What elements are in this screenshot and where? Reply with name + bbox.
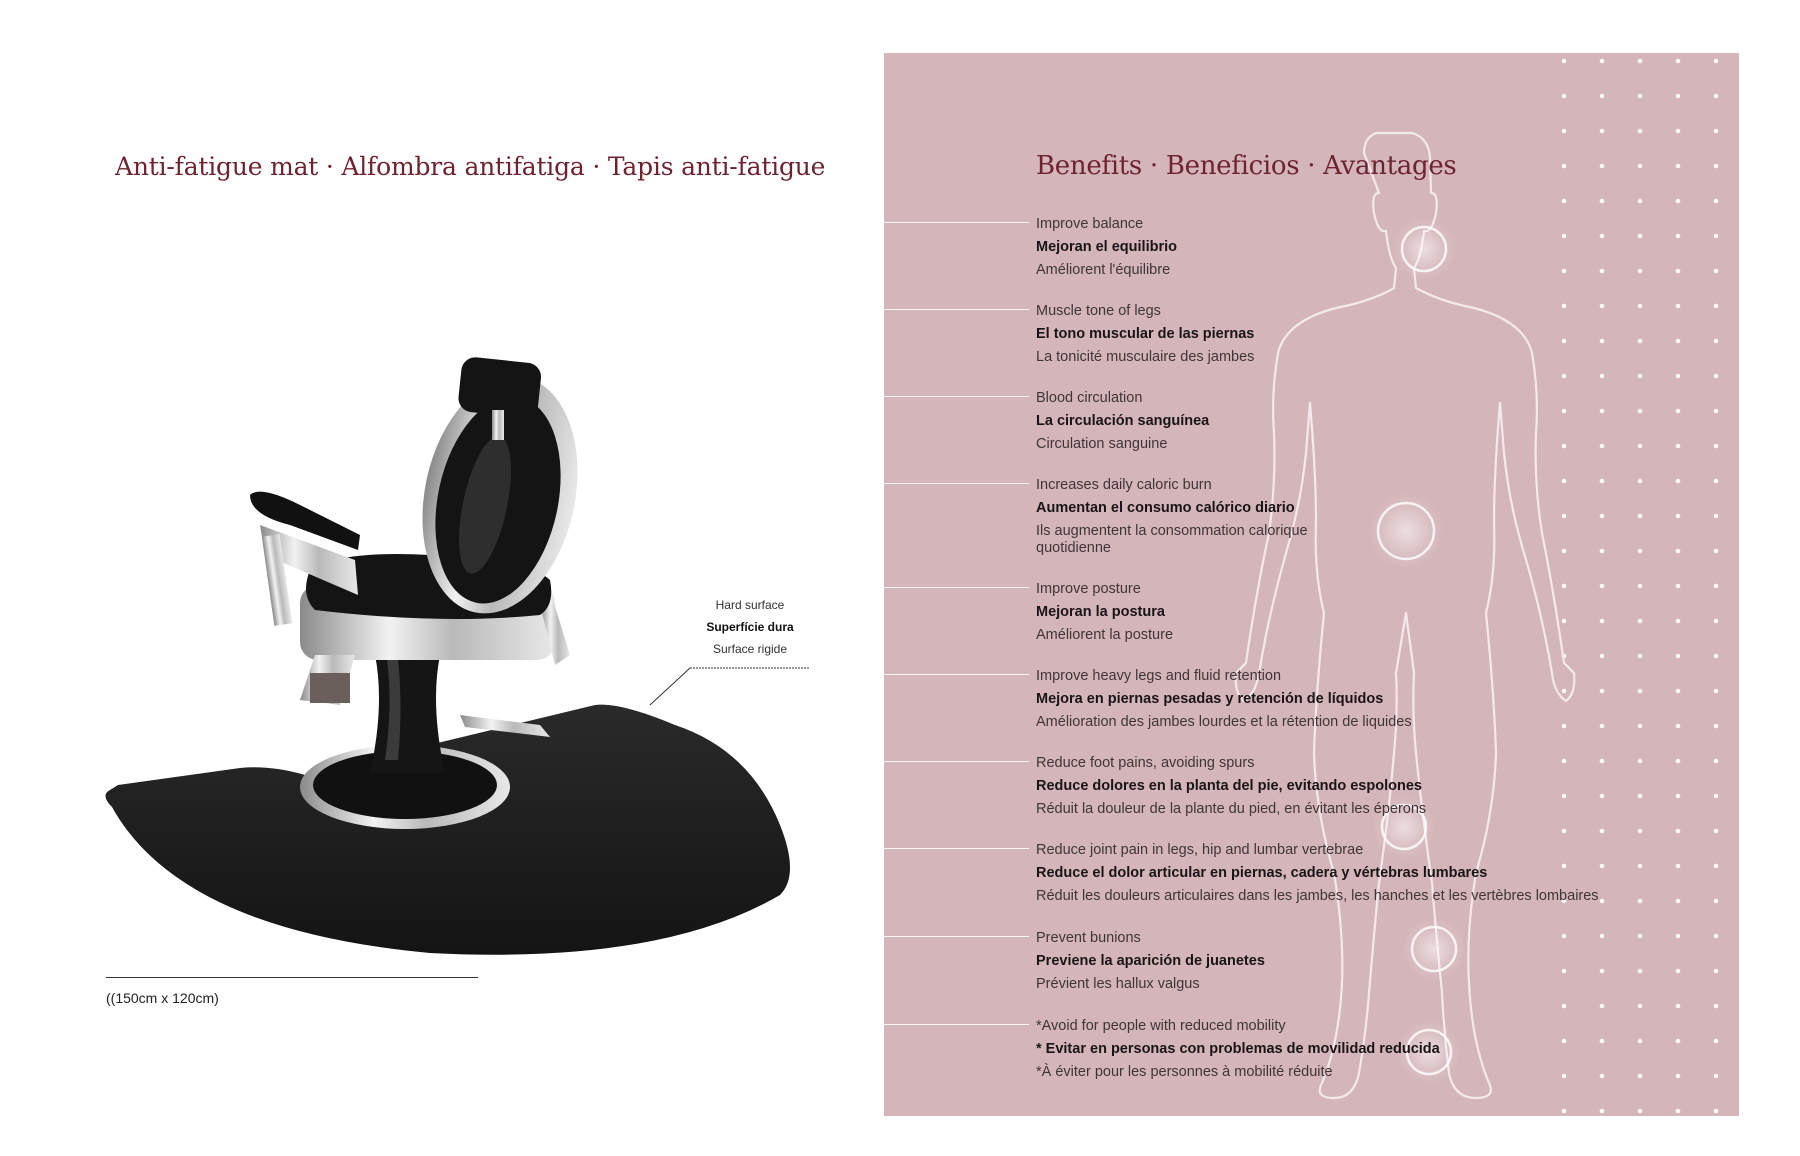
benefit-text <box>1036 839 1599 908</box>
decorative-dot <box>1562 129 1567 134</box>
decorative-dot <box>1600 864 1605 869</box>
decorative-dot <box>1600 234 1605 239</box>
decorative-dot <box>1600 934 1605 939</box>
decorative-dot <box>1638 269 1643 274</box>
decorative-dot <box>1600 899 1605 904</box>
decorative-dot <box>1562 969 1567 974</box>
benefit-text <box>1036 665 1412 734</box>
benefit-fr: Réduit la douleur de la plante du pied, en évitant les éperons <box>1036 801 1427 817</box>
benefit-en: Reduce foot pains, avoiding spurs <box>1036 755 1255 771</box>
benefit-en: Improve posture <box>1036 581 1141 597</box>
decorative-dot <box>1638 1004 1643 1009</box>
decorative-dot <box>1600 794 1605 799</box>
decorative-dot <box>1600 829 1605 834</box>
benefit-en: Improve heavy legs and fluid retention <box>1036 668 1282 684</box>
decorative-dot <box>1562 409 1567 414</box>
decorative-dot <box>1562 1074 1567 1079</box>
decorative-dot <box>1562 584 1567 589</box>
benefit-fr: Amélioration des jambes lourdes et la rétention de liquides <box>1036 714 1412 730</box>
benefit-text <box>1036 300 1254 369</box>
decorative-dot <box>1600 409 1605 414</box>
benefit-text <box>1036 752 1426 821</box>
decorative-dot <box>1638 304 1643 309</box>
benefit-en: Improve balance <box>1036 216 1144 232</box>
decorative-dot <box>1714 864 1719 869</box>
decorative-dot <box>1638 409 1643 414</box>
decorative-dot <box>1676 234 1681 239</box>
decorative-dot <box>1676 584 1681 589</box>
decorative-dot <box>1676 59 1681 64</box>
benefit-tick-line <box>884 761 1029 762</box>
decorative-dot <box>1600 269 1605 274</box>
decorative-dot <box>1600 969 1605 974</box>
decorative-dot <box>1676 1039 1681 1044</box>
decorative-dot <box>1676 619 1681 624</box>
decorative-dot <box>1714 899 1719 904</box>
decorative-dot <box>1562 724 1567 729</box>
decorative-dot <box>1600 654 1605 659</box>
decorative-dot <box>1638 969 1643 974</box>
decorative-dot <box>1676 724 1681 729</box>
benefit-es: Mejoran la postura <box>1036 604 1165 620</box>
benefit-tick-line <box>884 222 1029 223</box>
decorative-dot <box>1714 59 1719 64</box>
benefit-es: * Evitar en personas con problemas de movilidad reducida <box>1036 1041 1440 1057</box>
decorative-dot <box>1562 689 1567 694</box>
decorative-dot <box>1638 374 1643 379</box>
benefit-fr: Améliorent l'équilibre <box>1036 262 1171 278</box>
benefit-en: Increases daily caloric burn <box>1036 477 1212 493</box>
decorative-dot <box>1600 199 1605 204</box>
surface-label-en: Hard surface <box>715 598 785 612</box>
decorative-dot <box>1562 619 1567 624</box>
decorative-dot <box>1714 1109 1719 1114</box>
decorative-dot <box>1600 514 1605 519</box>
benefit-es: La circulación sanguínea <box>1036 413 1210 429</box>
benefits-panel <box>884 53 1739 1116</box>
decorative-dot <box>1676 129 1681 134</box>
decorative-dot <box>1714 374 1719 379</box>
decorative-dot <box>1600 1039 1605 1044</box>
decorative-dot <box>1638 619 1643 624</box>
benefit-en: Prevent bunions <box>1036 930 1141 946</box>
decorative-dot <box>1600 549 1605 554</box>
benefit-fr: Prévient les hallux valgus <box>1036 976 1200 992</box>
dimension-text: ((150cm x 120cm) <box>106 990 219 1006</box>
surface-label-es: Superfície dura <box>706 620 794 634</box>
benefit-text <box>1036 1015 1440 1084</box>
benefit-es: Reduce dolores en la planta del pie, evitando espolones <box>1036 778 1422 794</box>
decorative-dot <box>1600 59 1605 64</box>
decorative-dot <box>1638 479 1643 484</box>
decorative-dot <box>1600 374 1605 379</box>
benefit-text <box>1036 213 1177 282</box>
decorative-dot <box>1562 164 1567 169</box>
decorative-dot <box>1600 1074 1605 1079</box>
surface-label-fr: Surface rigide <box>712 642 788 656</box>
decorative-dot <box>1638 829 1643 834</box>
decorative-dot <box>1714 549 1719 554</box>
benefit-text <box>1036 387 1209 456</box>
decorative-dot <box>1714 339 1719 344</box>
decorative-dot <box>1714 269 1719 274</box>
decorative-dot <box>1676 829 1681 834</box>
decorative-dot <box>1600 339 1605 344</box>
decorative-dot <box>1562 374 1567 379</box>
decorative-dot <box>1600 304 1605 309</box>
benefit-tick-line <box>884 483 1029 484</box>
decorative-dot <box>1676 899 1681 904</box>
decorative-dot <box>1638 864 1643 869</box>
decorative-dot <box>1638 164 1643 169</box>
benefit-fr: Améliorent la posture <box>1036 627 1174 643</box>
decorative-dot <box>1600 129 1605 134</box>
decorative-dot <box>1562 269 1567 274</box>
decorative-dot <box>1676 759 1681 764</box>
decorative-dot <box>1600 1004 1605 1009</box>
benefits-title: Benefits · Beneficios · Avantages <box>1036 151 1457 181</box>
decorative-dot <box>1714 304 1719 309</box>
benefit-es: Mejora en piernas pesadas y retención de líquidos <box>1036 691 1384 707</box>
decorative-dot <box>1676 269 1681 274</box>
human-body-outline-icon <box>884 53 1739 1116</box>
decorative-dot <box>1676 444 1681 449</box>
decorative-dot <box>1638 1074 1643 1079</box>
decorative-dot <box>1638 129 1643 134</box>
benefit-tick-line <box>884 674 1029 675</box>
benefit-tick-line <box>884 848 1029 849</box>
decorative-dot <box>1562 549 1567 554</box>
benefit-fr: Réduit les douleurs articulaires dans les jambes, les hanches et les vertèbres lombaires <box>1036 888 1599 904</box>
decorative-dot <box>1676 934 1681 939</box>
decorative-dot <box>1714 1074 1719 1079</box>
decorative-dot <box>1638 94 1643 99</box>
decorative-dot <box>1638 1039 1643 1044</box>
decorative-dot <box>1562 759 1567 764</box>
decorative-dot <box>1676 514 1681 519</box>
decorative-dot <box>1714 724 1719 729</box>
decorative-dot <box>1562 1039 1567 1044</box>
decorative-dot <box>1638 1109 1643 1114</box>
benefit-fr: *À éviter pour les personnes à mobilité réduite <box>1036 1064 1333 1080</box>
decorative-dot <box>1562 94 1567 99</box>
benefit-tick-line <box>884 1024 1029 1025</box>
decorative-dot <box>1562 339 1567 344</box>
decorative-dot <box>1600 444 1605 449</box>
surface-leader-line <box>640 660 810 710</box>
decorative-dot <box>1676 479 1681 484</box>
decorative-dot <box>1714 514 1719 519</box>
decorative-dot <box>1714 199 1719 204</box>
decorative-dot <box>1714 969 1719 974</box>
decorative-dot <box>1714 1039 1719 1044</box>
decorative-dot <box>1676 304 1681 309</box>
decorative-dot <box>1638 59 1643 64</box>
decorative-dot <box>1638 584 1643 589</box>
decorative-dot <box>1562 199 1567 204</box>
benefit-es: El tono muscular de las piernas <box>1036 326 1255 342</box>
decorative-dot <box>1600 689 1605 694</box>
decorative-dot <box>1676 969 1681 974</box>
decorative-dot <box>1676 549 1681 554</box>
decorative-dot <box>1562 304 1567 309</box>
decorative-dot <box>1638 759 1643 764</box>
benefit-tick-line <box>884 587 1029 588</box>
anti-fatigue-mat <box>105 705 790 955</box>
decorative-dot <box>1714 619 1719 624</box>
decorative-dot <box>1562 514 1567 519</box>
decorative-dot <box>1676 794 1681 799</box>
decorative-dot <box>1600 164 1605 169</box>
decorative-dot <box>1714 759 1719 764</box>
decorative-dot <box>1676 409 1681 414</box>
benefit-text <box>1036 474 1356 557</box>
decorative-dot <box>1714 689 1719 694</box>
decorative-dot <box>1600 479 1605 484</box>
decorative-dot <box>1714 584 1719 589</box>
benefit-es: Previene la aparición de juanetes <box>1036 953 1265 969</box>
benefit-fr: Circulation sanguine <box>1036 436 1168 452</box>
benefit-en: Blood circulation <box>1036 390 1143 406</box>
decorative-dot <box>1600 1109 1605 1114</box>
decorative-dot <box>1600 94 1605 99</box>
decorative-dot <box>1676 164 1681 169</box>
benefit-es: Reduce el dolor articular en piernas, cadera y vértebras lumbares <box>1036 865 1488 881</box>
decorative-dot <box>1714 829 1719 834</box>
benefit-fr: La tonicité musculaire des jambes <box>1036 349 1255 365</box>
decorative-dot <box>1714 164 1719 169</box>
decorative-dot <box>1676 654 1681 659</box>
decorative-dot <box>1638 444 1643 449</box>
benefit-tick-line <box>884 396 1029 397</box>
benefit-tick-line <box>884 936 1029 937</box>
decorative-dot <box>1676 1109 1681 1114</box>
decorative-dot <box>1638 899 1643 904</box>
decorative-dot <box>1676 1074 1681 1079</box>
decorative-dot <box>1638 234 1643 239</box>
dimension-line <box>106 977 478 978</box>
decorative-dot <box>1638 549 1643 554</box>
decorative-dot <box>1600 584 1605 589</box>
decorative-dot <box>1562 829 1567 834</box>
decorative-dot <box>1714 934 1719 939</box>
decorative-dot <box>1600 619 1605 624</box>
decorative-dot <box>1562 1004 1567 1009</box>
product-title: Anti-fatigue mat · Alfombra antifatiga · Tapis anti-fatigue <box>115 152 826 181</box>
benefit-fr: Ils augmentent la consommation calorique quotidienne <box>1036 523 1308 556</box>
decorative-dot <box>1676 1004 1681 1009</box>
benefit-tick-line <box>884 309 1029 310</box>
decorative-dot <box>1600 759 1605 764</box>
decorative-dot <box>1714 94 1719 99</box>
decorative-dot <box>1714 794 1719 799</box>
decorative-dot <box>1714 444 1719 449</box>
decorative-dot <box>1638 199 1643 204</box>
decorative-dot <box>1714 234 1719 239</box>
decorative-dot <box>1638 514 1643 519</box>
decorative-dot <box>1638 689 1643 694</box>
decorative-dot <box>1676 864 1681 869</box>
decorative-dot <box>1562 59 1567 64</box>
decorative-dot <box>1562 444 1567 449</box>
benefit-en: Reduce joint pain in legs, hip and lumbar vertebrae <box>1036 842 1364 858</box>
decorative-dot <box>1676 94 1681 99</box>
surface-label <box>640 594 860 660</box>
decorative-dot <box>1638 339 1643 344</box>
benefit-text <box>1036 578 1173 647</box>
decorative-dot <box>1562 1109 1567 1114</box>
decorative-dot <box>1676 374 1681 379</box>
decorative-dot <box>1638 934 1643 939</box>
decorative-dot <box>1714 479 1719 484</box>
decorative-dot <box>1714 129 1719 134</box>
decorative-dot <box>1714 1004 1719 1009</box>
decorative-dot <box>1638 794 1643 799</box>
decorative-dot <box>1562 234 1567 239</box>
benefit-es: Aumentan el consumo calórico diario <box>1036 500 1295 516</box>
decorative-dot <box>1676 689 1681 694</box>
benefit-en: *Avoid for people with reduced mobility <box>1036 1018 1286 1034</box>
decorative-dot <box>1562 479 1567 484</box>
decorative-dot <box>1676 199 1681 204</box>
decorative-dot <box>1676 339 1681 344</box>
decorative-dot <box>1600 724 1605 729</box>
decorative-dot <box>1714 654 1719 659</box>
decorative-dot <box>1562 794 1567 799</box>
decorative-dot <box>1638 654 1643 659</box>
benefit-es: Mejoran el equilibrio <box>1036 239 1177 255</box>
benefit-en: Muscle tone of legs <box>1036 303 1161 319</box>
decorative-dot <box>1562 934 1567 939</box>
benefit-text <box>1036 927 1265 996</box>
decorative-dot <box>1714 409 1719 414</box>
decorative-dot <box>1638 724 1643 729</box>
